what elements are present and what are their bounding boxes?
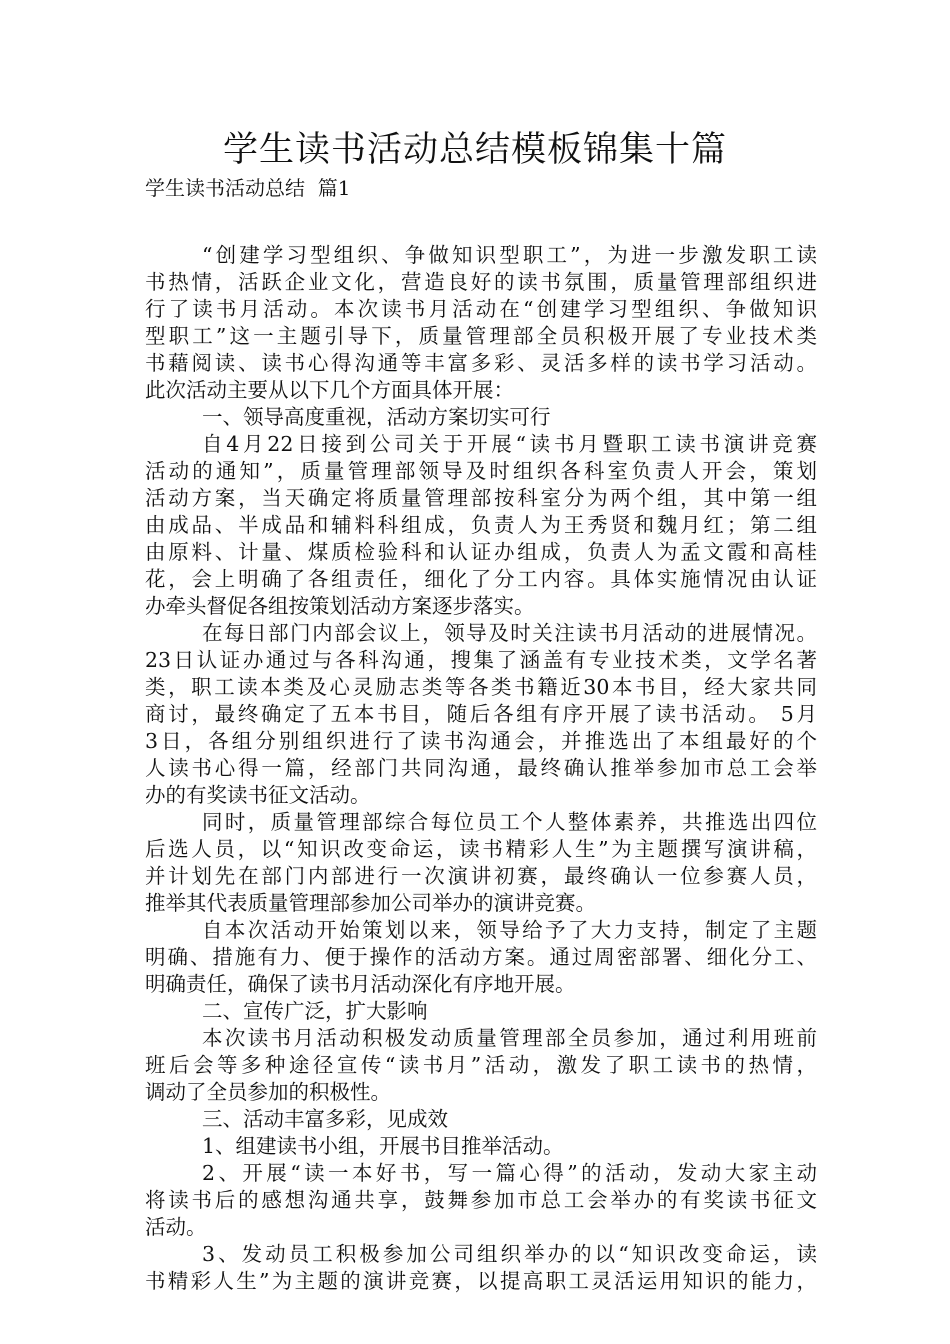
body-text-line: 书热情，活跃企业文化，营造良好的读书氛围，质量管理部组织进 — [145, 270, 817, 294]
section-heading: 学生读书活动总结 篇1 — [145, 176, 351, 200]
body-text-line: 自本次活动开始策划以来，领导给予了大力支持，制定了主题 — [202, 918, 817, 942]
body-text-line: 调动了全员参加的积极性。 — [145, 1080, 391, 1104]
body-text-line: 明确责任，确保了读书月活动深化有序地开展。 — [145, 972, 576, 996]
body-text-line: 后选人员，以“知识改变命运，读书精彩人生”为主题撰写演讲稿， — [145, 837, 817, 861]
body-text-line: 本次读书月活动积极发动质量管理部全员参加，通过利用班前 — [202, 1026, 817, 1050]
document-title: 学生读书活动总结模板锦集十篇 — [222, 130, 727, 170]
body-text-line: 1、组建读书小组，开展书目推举活动。 — [202, 1134, 564, 1158]
body-text-line: 活动。 — [145, 1215, 207, 1239]
body-text-line: 一、领导高度重视，活动方案切实可行 — [202, 405, 551, 429]
body-text-line: 班后会等多种途径宣传“读书月”活动，激发了职工读书的热情， — [145, 1053, 817, 1077]
body-text-line: 2、开展“读一本好书，写一篇心得”的活动，发动大家主动 — [202, 1161, 817, 1185]
body-text-line: 同时，质量管理部综合每位员工个人整体素养，共推选出四位 — [202, 810, 817, 834]
body-text-line: 书藉阅读、读书心得沟通等丰富多彩、灵活多样的读书学习活动。 — [145, 351, 817, 375]
body-text-line: 书精彩人生”为主题的演讲竞赛，以提高职工灵活运用知识的能力， — [145, 1269, 817, 1293]
body-text-line: 3、发动员工积极参加公司组织举办的以“知识改变命运，读 — [202, 1242, 817, 1266]
body-text-line: 活动方案，当天确定将质量管理部按科室分为两个组，其中第一组 — [145, 486, 817, 510]
body-text-line: 类，职工读本类及心灵励志类等各类书籍近30本书目，经大家共同 — [145, 675, 817, 699]
body-text-line: “创建学习型组织、争做知识型职工”，为进一步激发职工读 — [202, 243, 817, 267]
body-text-line: 型职工”这一主题引导下，质量管理部全员积极开展了专业技术类 — [145, 324, 817, 348]
body-text-line: 由成品、半成品和辅料科组成，负责人为王秀贤和魏月红；第二组 — [145, 513, 817, 537]
body-text-line: 此次活动主要从以下几个方面具体开展： — [145, 378, 514, 402]
body-text-line: 在每日部门内部会议上，领导及时关注读书月活动的进展情况。 — [202, 621, 817, 645]
body-text-line: 二、宣传广泛，扩大影响 — [202, 999, 428, 1023]
body-text-line: 花，会上明确了各组责任，细化了分工内容。具体实施情况由认证 — [145, 567, 817, 591]
body-text-line: 商讨，最终确定了五本书目，随后各组有序开展了读书活动。 5月 — [145, 702, 817, 726]
body-text-line: 3日，各组分别组织进行了读书沟通会，并推选出了本组最好的个 — [145, 729, 817, 753]
body-text-line: 活动的通知”，质量管理部领导及时组织各科室负责人开会，策划 — [145, 459, 817, 483]
body-text-line: 23日认证办通过与各科沟通，搜集了涵盖有专业技术类，文学名著 — [145, 648, 817, 672]
body-text-line: 将读书后的感想沟通共享，鼓舞参加市总工会举办的有奖读书征文 — [145, 1188, 817, 1212]
body-text-line: 办的有奖读书征文活动。 — [145, 783, 371, 807]
document-body — [145, 242, 817, 1295]
body-text-line: 明确、措施有力、便于操作的活动方案。通过周密部署、细化分工、 — [145, 945, 817, 969]
body-text-line: 推举其代表质量管理部参加公司举办的演讲竞赛。 — [145, 891, 596, 915]
body-text-line: 办牵头督促各组按策划活动方案逐步落实。 — [145, 594, 535, 618]
body-text-line: 并计划先在部门内部进行一次演讲初赛，最终确认一位参赛人员， — [145, 864, 817, 888]
body-text-line: 由原料、计量、煤质检验科和认证办组成，负责人为孟文霞和高桂 — [145, 540, 817, 564]
body-text-line: 三、活动丰富多彩，见成效 — [202, 1107, 448, 1131]
body-text-line: 行了读书月活动。本次读书月活动在“创建学习型组织、争做知识 — [145, 297, 817, 321]
body-text-line: 人读书心得一篇，经部门共同沟通，最终确认推举参加市总工会举 — [145, 756, 817, 780]
body-text-line: 自4月22日接到公司关于开展“读书月暨职工读书演讲竞赛 — [202, 432, 817, 456]
